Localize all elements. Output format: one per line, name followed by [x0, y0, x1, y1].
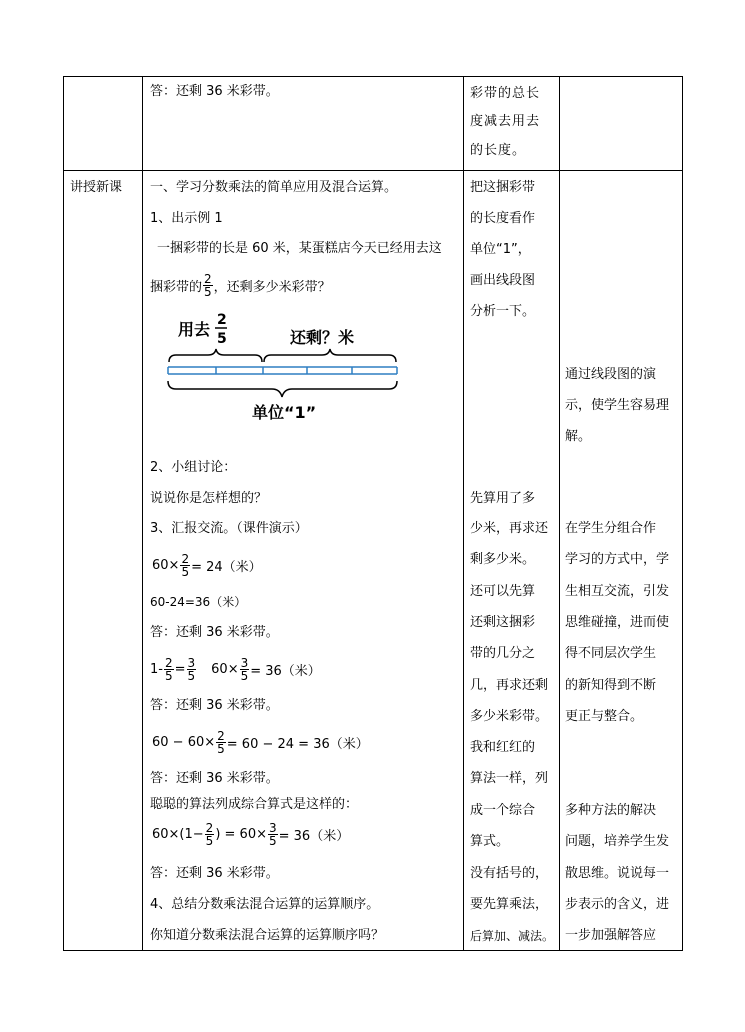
- note-line: 分析一下。: [470, 304, 536, 319]
- intent-line: 思维碰撞，进而使: [565, 615, 670, 630]
- table-left-border: [63, 76, 64, 951]
- equation-text: 1-: [150, 661, 163, 677]
- intent-line: 示，使学生容易理: [565, 398, 670, 413]
- heading-line: 一、学习分数乘法的简单应用及混合运算。: [150, 180, 398, 195]
- note-line: 先算用了多: [470, 491, 536, 506]
- fraction-numerator: 3: [187, 655, 196, 670]
- fraction-numerator: 2: [164, 655, 173, 670]
- table-top-border: [63, 76, 683, 77]
- intent-line: 散思维。说说每一: [565, 866, 670, 881]
- fraction-numerator: 2: [217, 728, 225, 743]
- fraction-denominator: 5: [268, 833, 277, 848]
- used-fraction-num: 2: [217, 312, 227, 328]
- answer-text: 答：还剩 36 米彩带。: [150, 866, 279, 881]
- answer-text: 答：还剩 36 米彩带。: [150, 625, 279, 640]
- summary-title: 4、总结分数乘法混合运算的运算顺序。: [150, 897, 380, 912]
- equation-3: [150, 652, 321, 686]
- fraction-denominator: 5: [240, 668, 249, 683]
- note-line: 还剩这捆彩: [470, 615, 536, 630]
- intent-line: 生相互交流，引发: [565, 584, 670, 599]
- equation-text: 60×(1−: [152, 826, 204, 842]
- answer-text: 答：还剩 36 米彩带。: [150, 698, 279, 713]
- note-line: 彩带的总长: [470, 86, 541, 101]
- equation-text: 60 − 60×: [152, 734, 216, 750]
- equation-text: = 36（米）: [278, 828, 350, 844]
- equation-5: [152, 817, 349, 851]
- fraction-numerator: 2: [205, 820, 214, 835]
- intent-line: 多种方法的解决: [565, 803, 657, 818]
- answer-text: 答：还剩 36 米彩带。: [150, 771, 279, 786]
- note-line: 多少米彩带。: [470, 709, 549, 724]
- equation-text: 60×: [152, 557, 180, 573]
- note-line: 的长度。: [470, 143, 527, 158]
- equation-1: [152, 548, 262, 582]
- intent-line: 学习的方式中，学: [565, 552, 670, 567]
- col-divider-1: [142, 76, 143, 951]
- note-line: 几，再求还剩: [470, 678, 549, 693]
- row-divider: [63, 170, 683, 171]
- note-line: 少米，再求还: [470, 521, 549, 536]
- remain-label: 还剩？米: [290, 328, 355, 347]
- segment-diagram: [160, 305, 410, 425]
- note-line: 带的几分之: [470, 646, 536, 661]
- unit-label: 单位“1”: [252, 403, 317, 422]
- problem-text: 捆彩带的: [150, 279, 203, 295]
- fraction-numerator: 2: [204, 271, 212, 286]
- problem-line-2: [150, 268, 331, 302]
- discussion-title: 2、小组讨论：: [150, 460, 237, 475]
- fraction-denominator: 5: [205, 833, 214, 848]
- section-label: 讲授新课: [70, 180, 123, 195]
- answer-text: 答：还剩 36 米彩带。: [150, 84, 279, 99]
- intent-line: 步表示的含义，进: [565, 897, 670, 912]
- equation-text: = 36（米）: [250, 663, 321, 679]
- fraction: [216, 730, 226, 755]
- fraction: [205, 822, 215, 847]
- fraction-denominator: 5: [181, 564, 190, 579]
- remain-brace: [264, 349, 396, 362]
- equation-2: 60-24=36（米）: [150, 595, 247, 609]
- col-divider-2: [463, 76, 464, 951]
- note-line: 画出线段图: [470, 273, 536, 288]
- fraction: [187, 657, 197, 682]
- note-line: 还可以先算: [470, 584, 536, 599]
- fraction: [180, 553, 190, 578]
- note-line: 要先算乘法，: [470, 897, 549, 912]
- fraction: [240, 657, 250, 682]
- summary-question: 你知道分数乘法混合运算的运算顺序吗？: [150, 928, 385, 943]
- intent-line: 问题，培养学生发: [565, 834, 670, 849]
- equation-4: [152, 725, 369, 759]
- equation-text: ) = 60×: [215, 826, 267, 842]
- fraction-numerator: 3: [268, 820, 277, 835]
- note-line: 算式。: [470, 834, 510, 849]
- intent-line: 得不同层次学生: [565, 646, 657, 661]
- problem-line: 一捆彩带的长是 60 米，某蛋糕店今天已经用去这: [157, 241, 442, 256]
- intent-line: 的新知得到不断: [565, 678, 657, 693]
- table-right-border: [682, 76, 683, 951]
- note-line: 的长度看作: [470, 211, 536, 226]
- intent-line: 一步加强解答应: [565, 928, 657, 943]
- fraction: [268, 822, 278, 847]
- equation-text: = 24（米）: [191, 559, 262, 575]
- note-line: 度减去用去: [470, 114, 541, 129]
- report-title: 3、汇报交流。（课件演示）: [150, 521, 308, 536]
- fraction-numerator: 3: [240, 655, 249, 670]
- fraction-denominator: 5: [204, 284, 212, 299]
- unit-brace: [168, 381, 397, 397]
- fraction: [164, 657, 174, 682]
- problem-text: ，还剩多少米彩带？: [213, 279, 331, 295]
- fraction: [203, 273, 213, 298]
- intent-line: 解。: [565, 429, 592, 444]
- used-label: 用去: [178, 320, 211, 339]
- fraction-denominator: 5: [164, 668, 173, 683]
- note-line: 把这捆彩带: [470, 180, 536, 195]
- col-divider-3: [559, 76, 560, 951]
- used-brace: [169, 349, 262, 362]
- table-bottom-border: [63, 950, 683, 951]
- note-line: 我和红红的: [470, 740, 536, 755]
- equation-text: 60×: [211, 661, 239, 677]
- discussion-question: 说说你是怎样想的？: [150, 491, 268, 506]
- fraction-denominator: 5: [187, 668, 196, 683]
- note-line: 剩多少米。: [470, 552, 536, 567]
- intent-line: 通过线段图的演: [565, 367, 657, 382]
- combined-formula-intro: 聪聪的算法列成综合算式是这样的：: [150, 797, 359, 812]
- note-line: 没有括号的，: [470, 866, 549, 881]
- fraction-denominator: 5: [217, 741, 225, 756]
- intent-line: 在学生分组合作: [565, 521, 657, 536]
- intent-line: 更正与整合。: [565, 709, 644, 724]
- equation-text: =: [174, 661, 186, 677]
- example-title: 1、出示例 1: [150, 211, 223, 226]
- note-line: 成一个综合: [470, 803, 536, 818]
- note-line: 算法一样，列: [470, 771, 549, 786]
- note-line: 单位“1”，: [470, 242, 531, 257]
- note-line: 后算加、减法。: [470, 929, 555, 943]
- used-fraction-den: 5: [217, 331, 227, 347]
- fraction-numerator: 2: [181, 551, 190, 566]
- equation-text: = 60 − 24 = 36（米）: [226, 736, 369, 752]
